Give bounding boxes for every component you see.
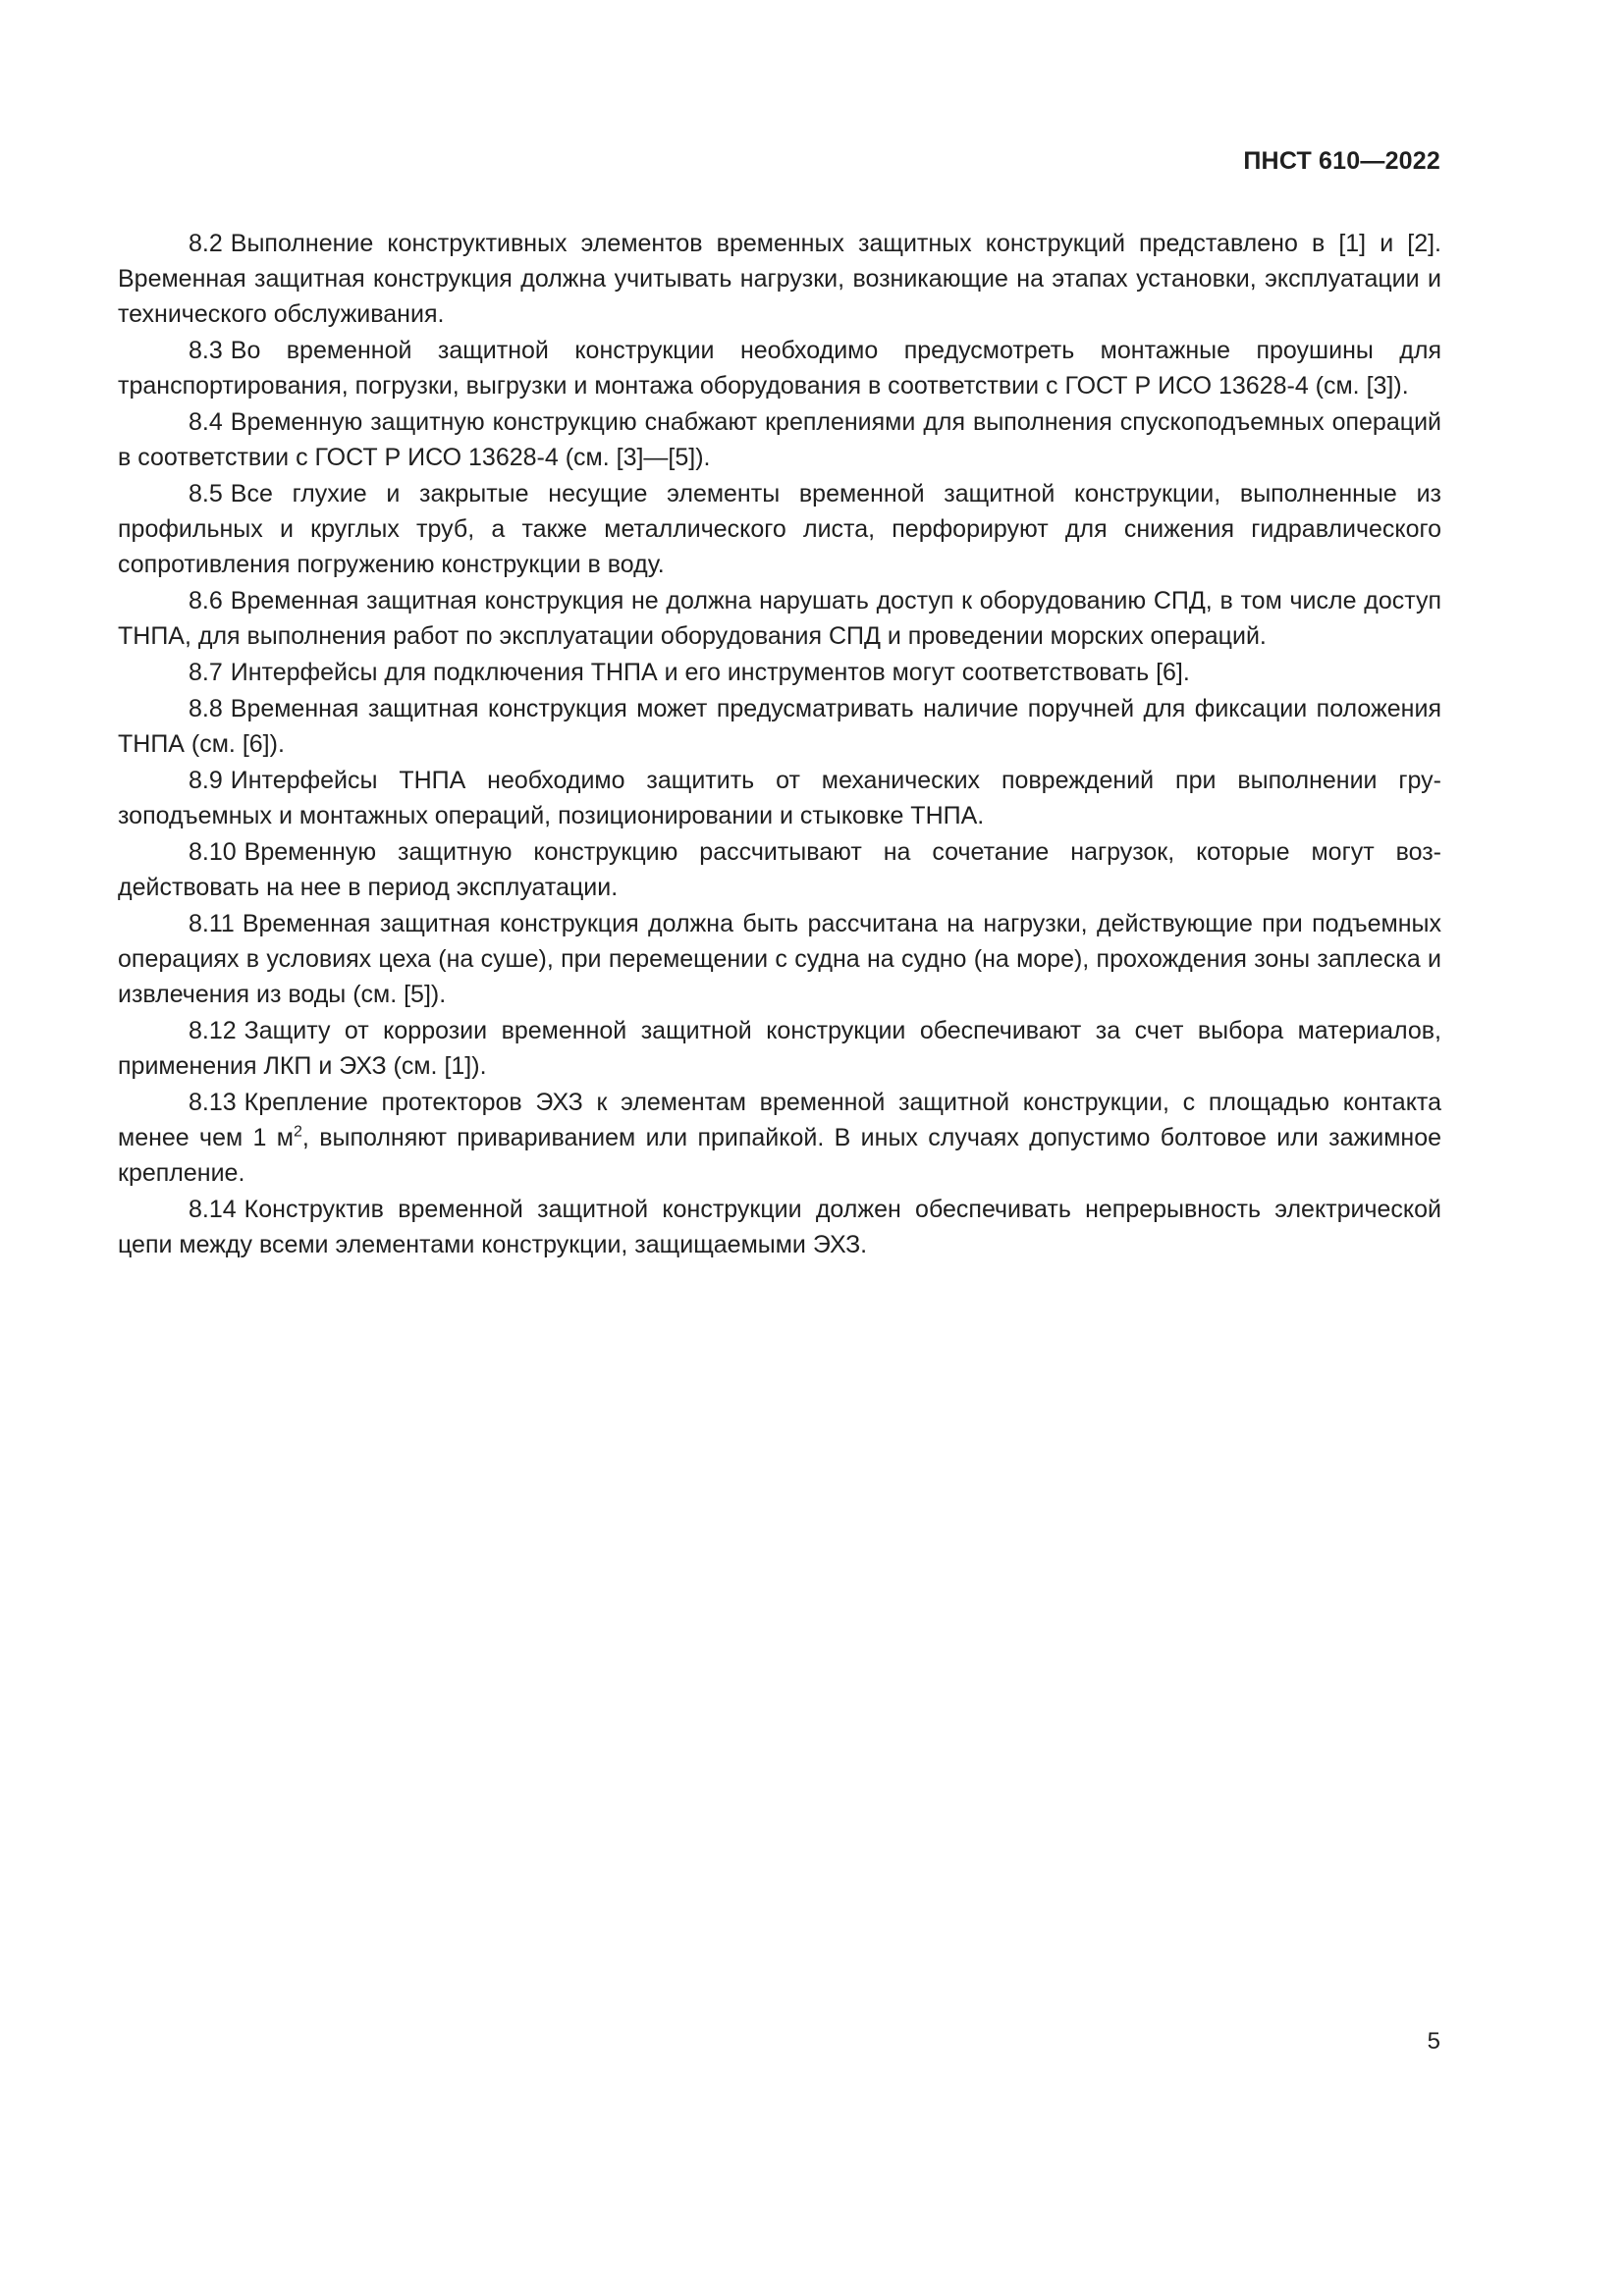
paragraph-text-before-superscript: Крепление протекторов ЭХЗ к элементам временной защитной конструкции, с площадью контакта менее чем 1 м — [118, 1089, 1441, 1151]
paragraph-8-11 — [118, 906, 1441, 1012]
paragraph-number: 8.13 — [189, 1089, 237, 1116]
page-number: 5 — [1427, 2028, 1440, 2055]
paragraph-text-after-superscript: , выполняют привариванием или припайкой. В иных случаях допустимо болтовое или зажимное крепление. — [118, 1124, 1442, 1187]
paragraph-number: 8.8 — [189, 695, 223, 722]
paragraph-number: 8.2 — [189, 230, 223, 257]
paragraph-8-14 — [118, 1192, 1441, 1262]
paragraph-number: 8.6 — [189, 587, 223, 614]
paragraph-number: 8.10 — [189, 838, 237, 866]
paragraph-text: Выполнение конструктивных элементов временных защитных конструкций представлено в [1] и [2]. Временная защитная конструкция должна учитывать нагрузки, возникающие на этапах установки, эксплуатации и технического обслуживания. — [118, 230, 1441, 328]
paragraph-text: Временная защитная конструкция должна быть рассчитана на нагрузки, действующие при подъемных операциях в условиях цеха (на суше), при перемещении с судна на судно (на море), прохождения зоны заплеска и извлечения из воды (см. [5]). — [118, 910, 1441, 1008]
superscript-exponent: 2 — [293, 1123, 302, 1141]
paragraph-8-3 — [118, 333, 1441, 403]
paragraph-8-12 — [118, 1013, 1441, 1084]
paragraph-8-6 — [118, 583, 1441, 654]
paragraph-number: 8.5 — [189, 480, 223, 507]
paragraph-text: Во временной защитной конструкции необходимо предусмотреть монтажные проушины для транспортирования, погрузки, выгрузки и монтажа оборудования в соответствии с ГОСТ Р ИСО 13628-4 (см. [3]). — [118, 337, 1441, 400]
paragraph-text: Интерфейсы для подключения ТНПА и его инструментов могут соответствовать [6]. — [230, 659, 1190, 686]
paragraph-text: Защиту от коррозии временной защитной конструкции обеспечивают за счет выбора материалов, применения ЛКП и ЭХЗ (см. [1]). — [118, 1017, 1441, 1080]
paragraph-text: Временную защитную конструкцию снабжают креплениями для выполнения спускоподъемных операций в соответствии с ГОСТ Р ИСО 13628-4 (см. [3]—[5]). — [118, 408, 1441, 471]
paragraph-number: 8.3 — [189, 337, 223, 364]
paragraph-8-7 — [118, 655, 1441, 690]
paragraph-number: 8.9 — [189, 767, 223, 794]
paragraph-8-10 — [118, 834, 1441, 905]
document-body — [118, 226, 1441, 1263]
paragraph-number: 8.11 — [189, 910, 235, 937]
paragraph-text: Конструктив временной защитной конструкции должен обеспечивать непрерывность электрической цепи между всеми элементами конструкции, защищаемыми ЭХЗ. — [118, 1196, 1441, 1258]
paragraph-8-4 — [118, 404, 1441, 475]
document-code: ПНСТ 610—2022 — [1243, 147, 1440, 175]
paragraph-text: Временная защитная конструкция может предусматривать наличие поручней для фиксации положения ТНПА (см. [6]). — [118, 695, 1441, 758]
paragraph-text: Все глухие и закрытые несущие элементы временной защитной конструкции, выполненные из профильных и круглых труб, а также металлического листа, перфорируют для снижения гидравлического сопротивления погружению конструкции в воду. — [118, 480, 1441, 578]
paragraph-8-2 — [118, 226, 1441, 332]
paragraph-number: 8.12 — [189, 1017, 237, 1044]
paragraph-text: Временную защитную конструкцию рассчитывают на сочетание нагрузок, которые могут воздействовать на нее в период эксплуатации. — [118, 838, 1441, 901]
paragraph-number: 8.4 — [189, 408, 223, 436]
paragraph-8-13 — [118, 1085, 1441, 1191]
paragraph-text: Временная защитная конструкция не должна нарушать доступ к оборудованию СПД, в том числе доступ ТНПА, для выполнения работ по эксплуатации оборудования СПД и проведении морских операций. — [118, 587, 1441, 650]
paragraph-8-8 — [118, 691, 1441, 762]
paragraph-8-9 — [118, 763, 1441, 833]
paragraph-text: Интерфейсы ТНПА необходимо защитить от механических повреждений при выполнении грузоподъемных и монтажных операций, позиционировании и стыковке ТНПА. — [118, 767, 1441, 829]
paragraph-number: 8.7 — [189, 659, 223, 686]
paragraph-number: 8.14 — [189, 1196, 237, 1223]
paragraph-8-5 — [118, 476, 1441, 582]
